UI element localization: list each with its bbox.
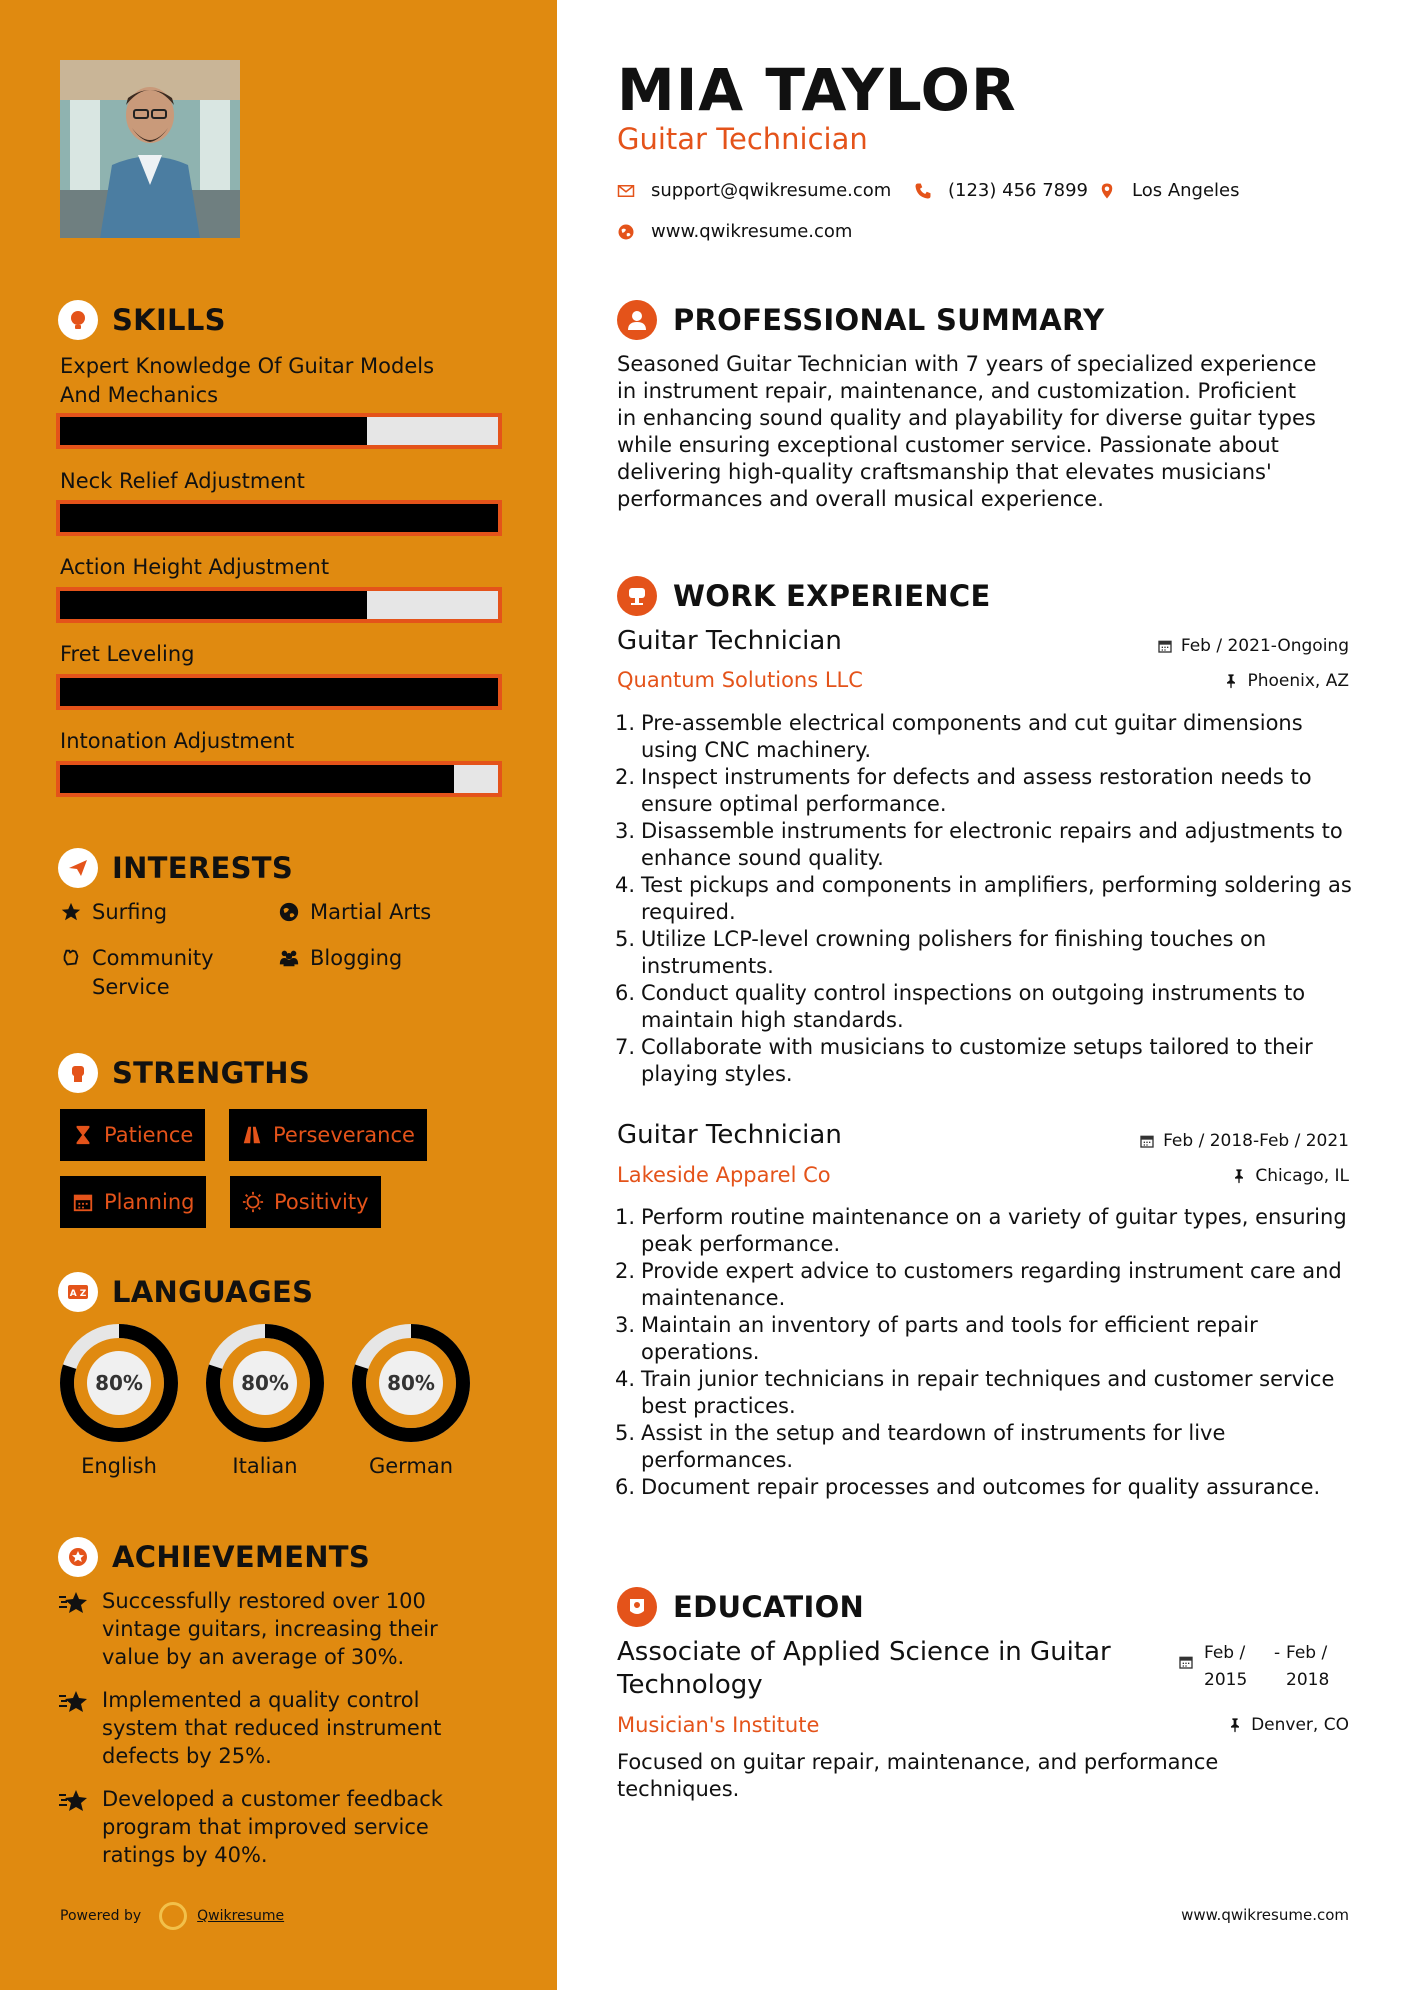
calendar-icon [1139,1133,1155,1149]
language-icon [58,1272,98,1312]
footer-url[interactable]: www.qwikresume.com [1181,1906,1349,1924]
paper-plane-icon [58,848,98,888]
education-description: Focused on guitar repair, maintenance, and performance techniques. [617,1750,1219,1801]
duty-text: Disassemble instruments for electronic repairs and adjustments to enhance sound quality. [641,819,1343,870]
medal-icon [58,1537,98,1577]
job-duties [613,710,1353,1088]
achievements-heading [58,1537,370,1577]
languages-title: LANGUAGES [112,1275,314,1309]
interest-label: Martial Arts [310,900,432,924]
duty-item: 4. Train junior technicians in repair techniques and customer service best practices. [613,1366,1353,1420]
language-item [58,1322,180,1478]
contact-website[interactable] [617,221,852,242]
calendar-icon [72,1191,94,1213]
profile-photo [60,60,240,238]
education-location-text: Denver, CO [1251,1715,1349,1735]
users-icon [278,947,300,969]
summary-text: Seasoned Guitar Technician with 7 years of specialized experience in instrument repair, maintenance, and customization. Proficient in enhancing sound quality and playability for diverse guitar types while ensuring exceptional customer service. Passionate about delivering high-quality craftsmanship that elevates musicians' performances and overall musical experience. [617,352,1317,511]
education-dates [1178,1640,1346,1694]
duty-item: 2. Provide expert advice to customers regarding instrument care and maintenance. [613,1258,1353,1312]
duty-item: 5. Assist in the setup and teardown of instruments for live performances. [613,1420,1353,1474]
duty-text: Test pickups and components in amplifiers, performing soldering as required. [641,873,1352,924]
candidate-role: Guitar Technician [617,122,868,156]
sun-icon [242,1191,264,1213]
duty-item: 6. Conduct quality control inspections on outgoing instruments to maintain high standards. [613,980,1353,1034]
achievement-item [58,1785,488,1869]
job-dates-text: Feb / 2018-Feb / 2021 [1163,1131,1349,1151]
powered-label: Powered by [60,1908,142,1924]
pushpin-icon [1223,673,1239,689]
language-label: German [368,1454,454,1478]
duty-item: 5. Utilize LCP-level crowning polishers for finishing touches on instruments. [613,926,1353,980]
education-heading [617,1587,864,1627]
duty-text: Collaborate with musicians to customize setups tailored to their playing styles. [641,1035,1313,1086]
powered-by [60,1902,284,1930]
duty-text: Provide expert advice to customers regarding instrument care and maintenance. [641,1259,1342,1310]
interest-label: Blogging [310,946,403,970]
website-text: www.qwikresume.com [651,221,853,242]
job-location [1223,671,1349,691]
interest-label: Community Service [92,946,214,999]
language-percent: 80% [241,1371,289,1395]
duty-text: Perform routine maintenance on a variety of guitar types, ensuring peak performance. [641,1205,1347,1256]
skill-bar [56,674,502,710]
skill-bar [56,761,502,797]
contact-location [1098,180,1240,201]
duty-item: 3. Maintain an inventory of parts and tools for efficient repair operations. [613,1312,1353,1366]
achievement-text: Successfully restored over 100 vintage guitars, increasing their value by an average of 30%. [102,1589,438,1669]
job-location-text: Chicago, IL [1255,1166,1349,1186]
strength-tag [230,1176,381,1228]
email-text: support@qwikresume.com [651,180,892,201]
interests-heading [58,848,293,888]
pushpin-icon [1227,1717,1243,1733]
globe-icon [617,223,635,241]
calendar-icon [1157,638,1173,654]
language-percent: 80% [95,1371,143,1395]
duty-item: 1. Pre-assemble electrical components and cut guitar dimensions using CNC machinery. [613,710,1353,764]
achievement-text: Developed a customer feedback program that improved service ratings by 40%. [102,1787,443,1867]
skill-bar-fill [60,417,367,445]
job-title: Guitar Technician [617,626,842,656]
skill-bar-fill [60,591,367,619]
svg-text:A Z: A Z [69,1289,87,1299]
hourglass-icon [72,1124,94,1146]
duty-item: 2. Inspect instruments for defects and assess restoration needs to ensure optimal performance. [613,764,1353,818]
contact-email[interactable] [617,180,891,201]
school-name: Musician's Institute [617,1713,820,1737]
job-dates [1139,1131,1349,1151]
map-pin-icon [1098,182,1116,200]
interest-item [278,944,402,973]
skill-label: Fret Leveling [60,642,195,666]
job-company: Quantum Solutions LLC [617,668,863,692]
interest-item [60,944,260,1002]
sidebar [0,0,557,1990]
strength-label: Planning [104,1190,195,1214]
duty-item: 7. Collaborate with musicians to customize setups tailored to their playing styles. [613,1034,1353,1088]
strengths-heading [58,1053,310,1093]
phone-icon [914,182,932,200]
pushpin-icon [1231,1168,1247,1184]
job-location [1231,1166,1349,1186]
language-percent: 80% [387,1371,435,1395]
duty-text: Pre-assemble electrical components and cut guitar dimensions using CNC machinery. [641,711,1303,762]
strength-label: Patience [104,1123,194,1147]
contact-phone[interactable] [914,180,1088,201]
skill-bar [56,587,502,623]
strength-tag [229,1109,427,1161]
powered-brand-link[interactable]: Qwikresume [197,1908,285,1924]
duty-text: Conduct quality control inspections on outgoing instruments to maintain high standards. [641,981,1306,1032]
job-dates [1157,636,1349,656]
skill-label: Action Height Adjustment [60,555,330,579]
duty-item: 1. Perform routine maintenance on a variety of guitar types, ensuring peak performance. [613,1204,1353,1258]
envelope-icon [617,182,635,200]
job-title: Guitar Technician [617,1120,842,1150]
job-company: Lakeside Apparel Co [617,1163,831,1187]
skills-title: SKILLS [112,303,226,337]
job-duties [613,1204,1353,1501]
achievement-item [58,1587,488,1671]
skill-bar [56,500,502,536]
duty-text: Maintain an inventory of parts and tools for efficient repair operations. [641,1313,1258,1364]
strength-label: Positivity [274,1190,369,1214]
degree-title: Associate of Applied Science in Guitar Technology [617,1637,1111,1700]
duty-text: Document repair processes and outcomes for quality assurance. [641,1475,1321,1499]
achievement-item [58,1686,488,1770]
skill-label: Neck Relief Adjustment [60,469,305,493]
interest-label: Surfing [92,900,168,924]
skill-label: Intonation Adjustment [60,729,295,753]
duty-item: 3. Disassemble instruments for electronic repairs and adjustments to enhance sound quality. [613,818,1353,872]
candidate-name: MIA TAYLOR [617,56,1017,124]
achievements-title: ACHIEVEMENTS [112,1540,371,1574]
education-title: EDUCATION [673,1590,865,1624]
strengths-title: STRENGTHS [112,1056,311,1090]
star-icon [60,901,82,923]
date-separator: - [1274,1643,1281,1663]
skill-label: Expert Knowledge Of Guitar Models And Mechanics [60,354,435,407]
strength-tag [60,1176,206,1228]
language-item [350,1322,472,1478]
summary-heading [617,300,1104,340]
education-location [1227,1715,1349,1735]
interest-item [278,898,431,927]
interest-item [60,898,167,927]
language-label: Italian [232,1454,298,1478]
location-text: Los Angeles [1132,180,1240,201]
user-icon [617,300,657,340]
languages-heading [58,1272,313,1312]
lightbulb-icon [58,300,98,340]
duty-item: 4. Test pickups and components in amplifiers, performing soldering as required. [614,873,1352,924]
qwikresume-logo-icon [159,1902,187,1930]
shooting-star-icon [58,1787,90,1815]
briefcase-icon [617,576,657,616]
language-label: English [81,1454,157,1478]
experience-heading [617,576,991,616]
duty-text: Utilize LCP-level crowning polishers for finishing touches on instruments. [641,927,1267,978]
graduate-icon [617,1587,657,1627]
road-icon [241,1124,263,1146]
globe-icon [278,901,300,923]
language-item [204,1322,326,1478]
duty-text: Inspect instruments for defects and assess restoration needs to ensure optimal performance. [641,765,1312,816]
skill-bar-fill [60,678,498,706]
duty-text: Train junior technicians in repair techniques and customer service best practices. [641,1367,1335,1418]
shooting-star-icon [58,1589,90,1617]
skill-bar-fill [60,504,498,532]
duty-item: 6. Document repair processes and outcomes for quality assurance. [614,1475,1321,1499]
job-dates-text: Feb / 2021-Ongoing [1180,636,1349,656]
calendar-icon [1178,1654,1194,1670]
duty-text: Assist in the setup and teardown of instruments for live performances. [641,1421,1226,1472]
strength-tag [60,1109,205,1161]
education-start-date: Feb / 2015 [1204,1643,1248,1690]
skills-heading [58,300,226,340]
hand-icon [60,947,82,969]
phone-text: (123) 456 7899 [948,180,1089,201]
experience-title: WORK EXPERIENCE [673,579,991,613]
shooting-star-icon [58,1688,90,1716]
summary-title: PROFESSIONAL SUMMARY [673,303,1105,337]
skill-bar-fill [60,765,454,793]
job-location-text: Phoenix, AZ [1247,671,1349,691]
education-end-date: Feb / 2018 [1286,1643,1330,1690]
skill-bar [56,413,502,449]
fist-icon [58,1053,98,1093]
strength-label: Perseverance [273,1123,415,1147]
achievement-text: Implemented a quality control system that reduced instrument defects by 25%. [102,1688,442,1768]
interests-title: INTERESTS [112,851,294,885]
